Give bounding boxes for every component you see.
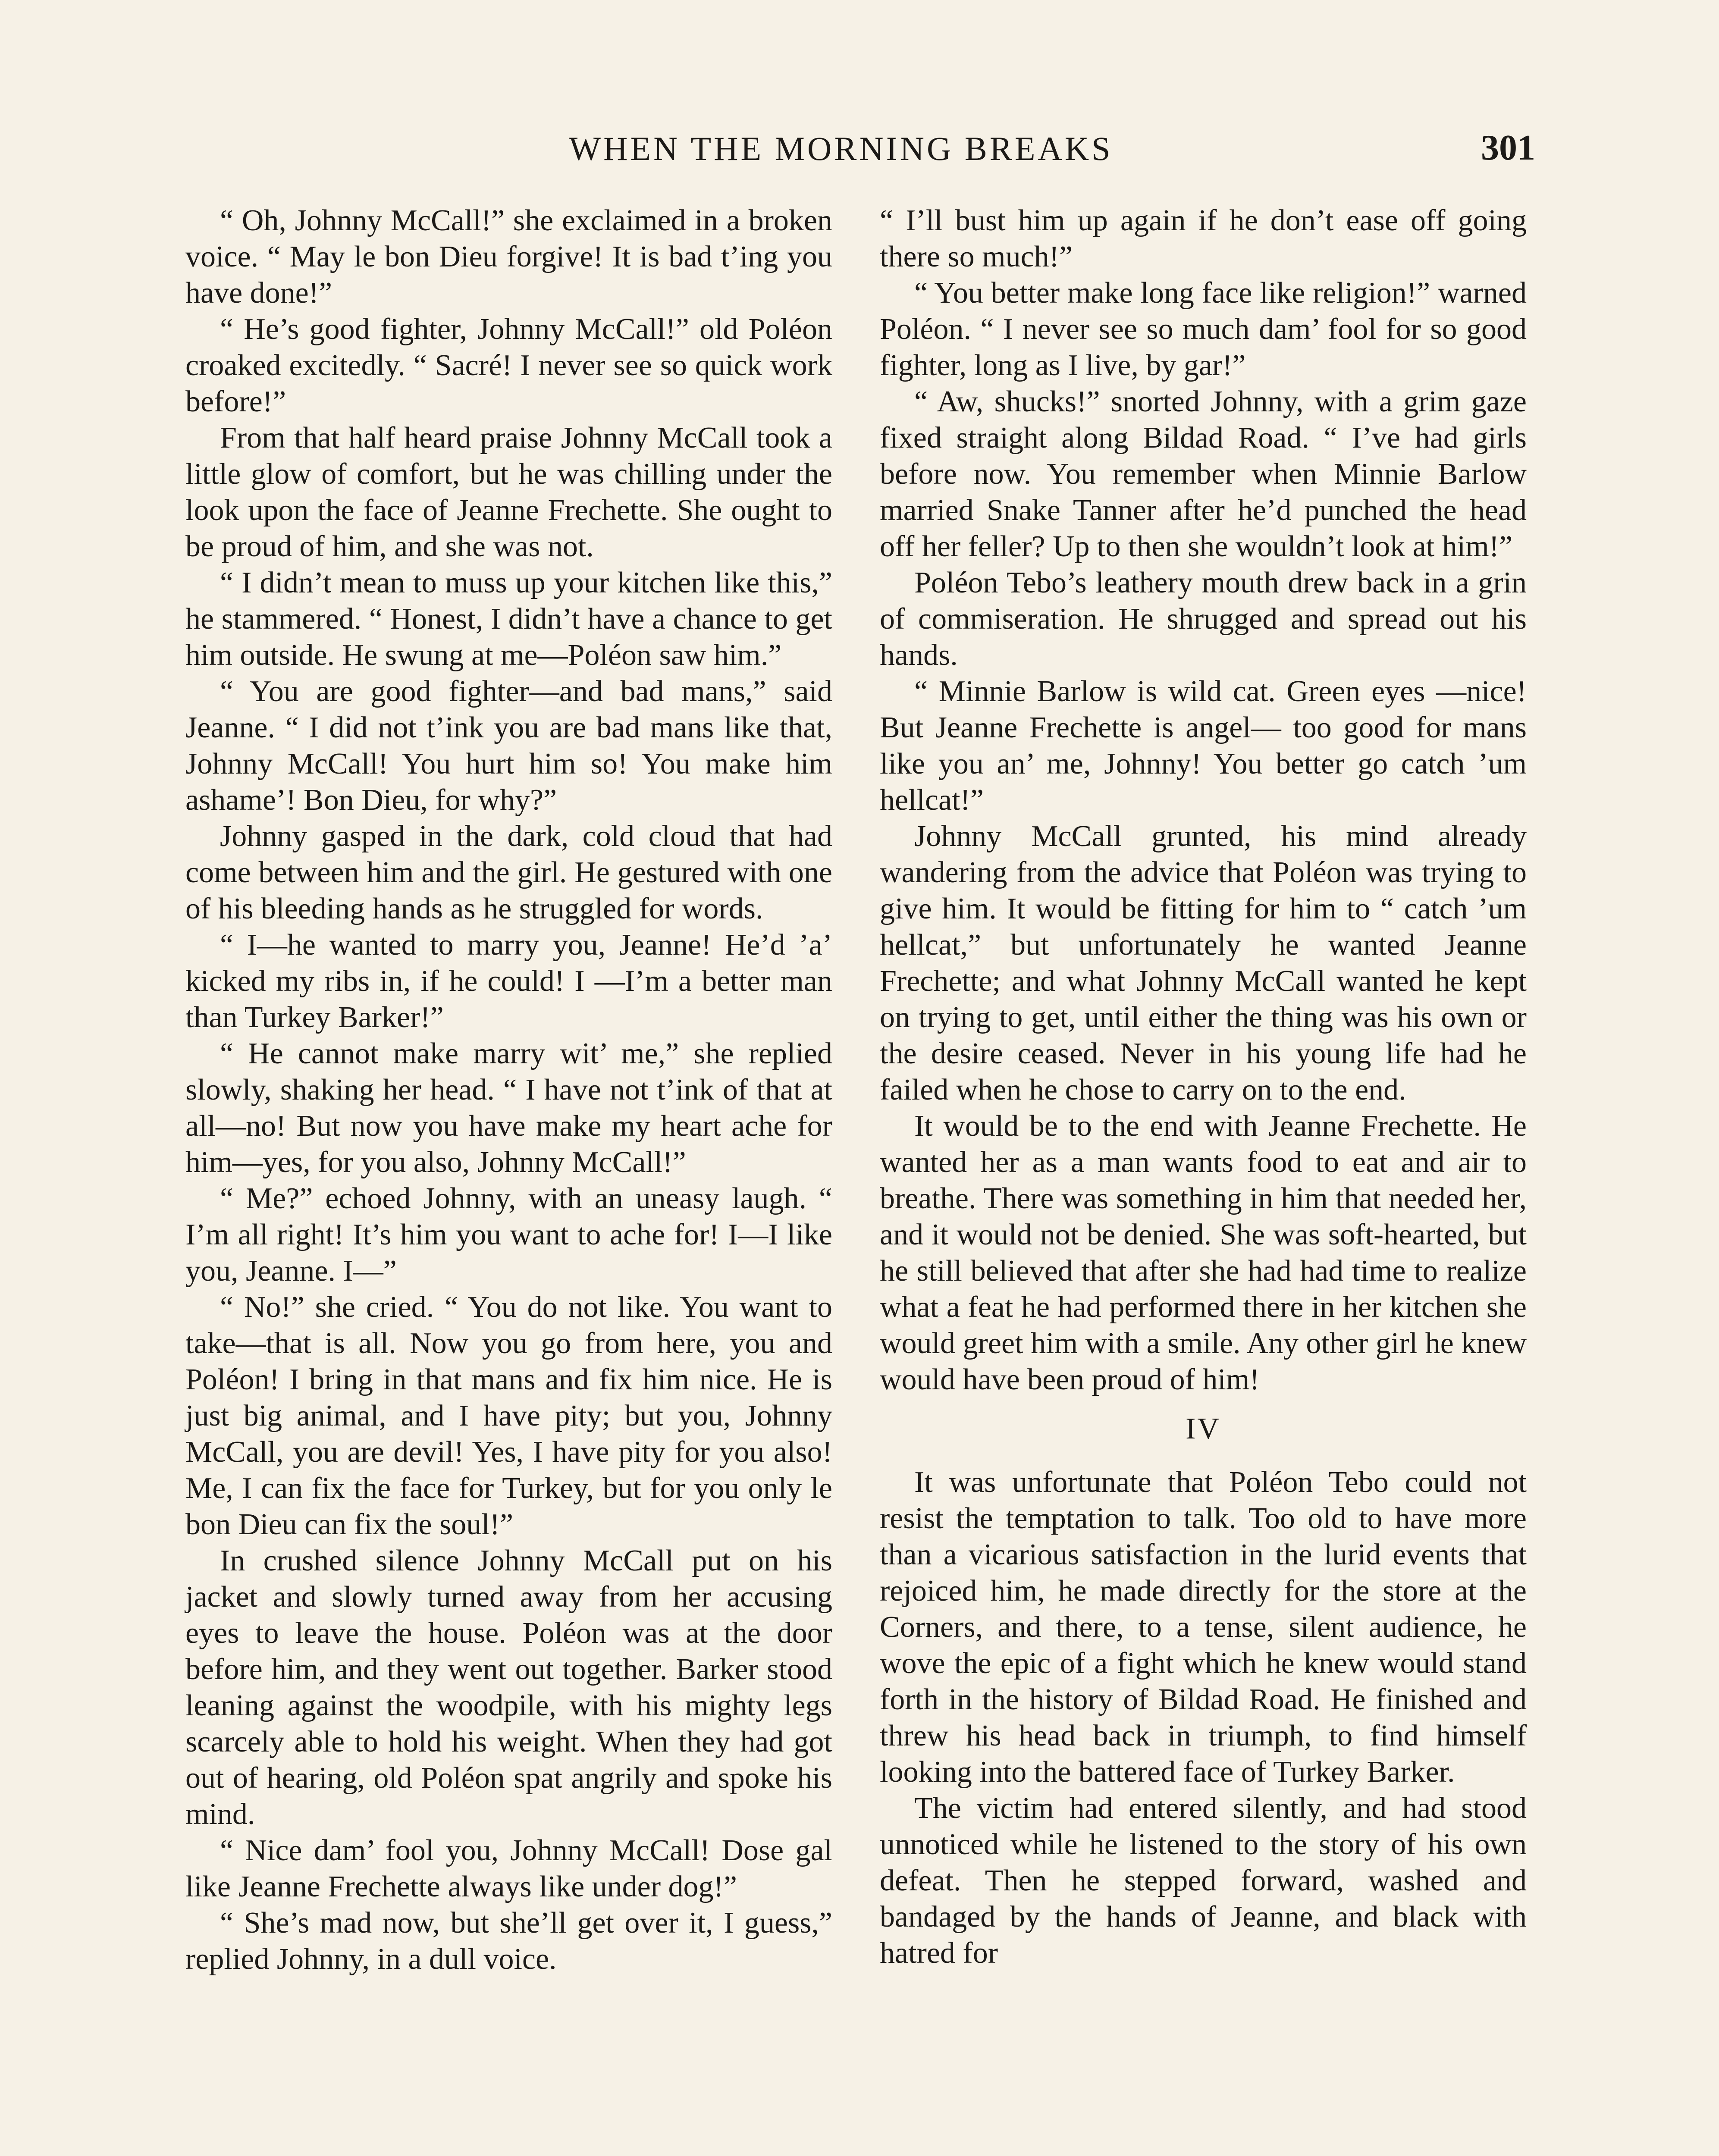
- paragraph: “ Aw, shucks!” snorted Johnny, with a grim gaze fixed straight along Bildad Road. “ I’ve had girls before now. You remember when Minnie Barlow married Snake Tanner after he’d punched the head off her feller? Up to then she wouldn’t look at him!”: [880, 385, 1527, 563]
- paragraph: “ I—he wanted to marry you, Jeanne! He’d ’a’ kicked my ribs in, if he could! I —I’m a better man than Turkey Barker!”: [185, 928, 832, 1034]
- paragraph: Johnny McCall grunted, his mind already wandering from the advice that Poléon was trying to give him. It would be fitting for him to “ catch ’um hellcat,” but unfortunately he wanted Jeanne Frechette; and what Johnny McCall wanted he kept on trying to get, until either the thing was his own or the desire ceased. Never in his young life had he failed when he chose to carry on to the end.: [880, 820, 1527, 1106]
- paragraph: “ You are good fighter—and bad mans,” said Jeanne. “ I did not t’ink you are bad mans like that, Johnny McCall! You hurt him so! You make him ashame’! Bon Dieu, for why?”: [185, 675, 832, 817]
- paragraph: Poléon Tebo’s leathery mouth drew back in a grin of commiseration. He shrugged and spread out his hands.: [880, 566, 1527, 672]
- text-columns: [185, 203, 1527, 2156]
- paragraph: “ Minnie Barlow is wild cat. Green eyes —nice! But Jeanne Frechette is angel— too good for mans like you an’ me, Johnny! You better go catch ’um hellcat!”: [880, 675, 1527, 817]
- right-column: [880, 203, 1527, 2156]
- paragraph: Johnny gasped in the dark, cold cloud that had come between him and the girl. He gestured with one of his bleeding hands as he struggled for words.: [185, 820, 832, 925]
- paragraph: It was unfortunate that Poléon Tebo could not resist the temptation to talk. Too old to have more than a vicarious satisfaction in the lurid events that rejoiced him, he made directly for the store at the Corners, and there, to a tense, silent audience, he wove the epic of a fight which he knew would stand forth in the history of Bildad Road. He finished and threw his head back in triumph, to find himself looking into the battered face of Turkey Barker.: [880, 1466, 1527, 1789]
- paragraph: “ You better make long face like religion!” warned Poléon. “ I never see so much dam’ fool for so good fighter, long as I live, by gar!”: [880, 276, 1527, 382]
- left-column: [185, 203, 832, 2156]
- page-number: 301: [1481, 128, 1535, 168]
- paragraph: In crushed silence Johnny McCall put on his jacket and slowly turned away from her accusing eyes to leave the house. Poléon was at the door before him, and they went out together. Barker stood leaning against the woodpile, with his mighty legs scarcely able to hold his weight. When they had got out of hearing, old Poléon spat angrily and spoke his mind.: [185, 1544, 832, 1831]
- page-header: [181, 129, 1535, 181]
- paragraph: “ I’ll bust him up again if he don’t ease off going there so much!”: [880, 204, 1527, 273]
- paragraph: “ Oh, Johnny McCall!” she exclaimed in a broken voice. “ May le bon Dieu forgive! It is bad t’ing you have done!”: [185, 204, 832, 310]
- paragraph: “ He’s good fighter, Johnny McCall!” old Poléon croaked excitedly. “ Sacré! I never see so quick work before!”: [185, 313, 832, 418]
- paragraph: “ Nice dam’ fool you, Johnny McCall! Dose gal like Jeanne Frechette always like under dog!”: [185, 1834, 832, 1903]
- paragraph: “ I didn’t mean to muss up your kitchen like this,” he stammered. “ Honest, I didn’t have a chance to get him outside. He swung at me—Poléon saw him.”: [185, 566, 832, 672]
- running-title: WHEN THE MORNING BREAKS: [569, 130, 1113, 167]
- paragraph: “ No!” she cried. “ You do not like. You want to take—that is all. Now you go from here, you and Poléon! I bring in that mans and fix him nice. He is just big animal, and I have pity; but you, Johnny McCall, you are devil! Yes, I have pity for you also! Me, I can fix the face for Turkey, but for you only le bon Dieu can fix the soul!”: [185, 1291, 832, 1541]
- paragraph: It would be to the end with Jeanne Frechette. He wanted her as a man wants food to eat and air to breathe. There was something in him that needed her, and it would not be denied. She was soft-hearted, but he still believed that after she had had time to realize what a feat he had performed there in her kitchen she would greet him with a smile. Any other girl he knew would have been proud of him!: [880, 1109, 1527, 1396]
- paragraph: The victim had entered silently, and had stood unnoticed while he listened to the story of his own defeat. Then he stepped forward, washed and bandaged by the hands of Jeanne, and black with hatred for: [880, 1792, 1527, 1970]
- section-heading: IV: [1186, 1412, 1221, 1445]
- paragraph: “ Me?” echoed Johnny, with an uneasy laugh. “ I’m all right! It’s him you want to ache for! I—I like you, Jeanne. I—”: [185, 1182, 832, 1288]
- paragraph: From that half heard praise Johnny McCall took a little glow of comfort, but he was chilling under the look upon the face of Jeanne Frechette. She ought to be proud of him, and she was not.: [185, 421, 832, 563]
- paragraph: “ He cannot make marry wit’ me,” she replied slowly, shaking her head. “ I have not t’ink of that at all—no! But now you have make my heart ache for him—yes, for you also, Johnny McCall!”: [185, 1037, 832, 1179]
- paragraph: “ She’s mad now, but she’ll get over it, I guess,” replied Johnny, in a dull voice.: [185, 1906, 832, 1976]
